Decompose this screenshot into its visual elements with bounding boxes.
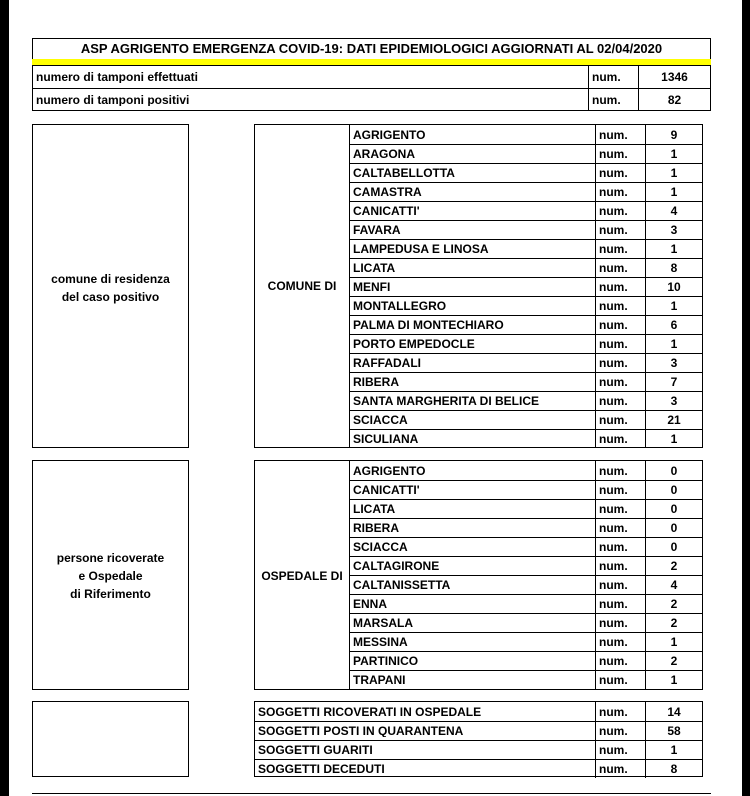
row-value: 0 [670,522,678,534]
table-row [350,163,702,182]
row-name: LAMPEDUSA E LINOSA [353,243,489,255]
row-unit: num. [599,706,628,718]
row-value: 1 [670,433,678,445]
row-unit: num. [599,395,628,407]
row-name: MENFI [353,281,391,293]
page-title: ASP AGRIGENTO EMERGENZA COVID-19: DATI EPIDEMIOLOGICI AGGIORNATI AL 02/04/2020 [80,42,663,55]
row-name: SANTA MARGHERITA DI BELICE [353,395,539,407]
bottom-divider [32,793,711,794]
table-row [350,651,702,670]
row-value: 9 [670,129,678,141]
row-name: ENNA [353,598,388,610]
row-value: 58 [667,725,681,737]
table-row [350,670,702,689]
row-name: CANICATTI' [353,205,420,217]
row-name: SCIACCA [353,541,408,553]
row-unit: num. [599,376,628,388]
row-unit: num. [599,262,628,274]
table-row [350,391,702,410]
table-row [350,518,702,537]
row-unit: num. [599,167,628,179]
row-unit: num. [599,205,628,217]
row-value: 10 [667,281,681,293]
row-name: SOGGETTI RICOVERATI IN OSPEDALE [258,706,482,718]
summary-unit: num. [592,71,621,83]
table-row [350,277,702,296]
row-name: RAFFADALI [353,357,421,369]
row-value: 0 [670,465,678,477]
residence-side-box [32,124,189,448]
row-name: AGRIGENTO [353,129,426,141]
table-row [255,721,702,740]
row-name: LICATA [353,262,396,274]
row-value: 8 [670,763,678,775]
table-row [350,258,702,277]
row-unit: num. [599,414,628,426]
table-row [350,410,702,429]
row-unit: num. [599,129,628,141]
row-name: CALTANISSETTA [353,579,451,591]
table-row [350,220,702,239]
row-unit: num. [599,338,628,350]
table-row [350,353,702,372]
row-value: 2 [670,617,678,629]
row-value: 0 [670,484,678,496]
row-value: 0 [670,541,678,553]
table-row [350,144,702,163]
row-unit: num. [599,224,628,236]
row-value: 3 [670,395,678,407]
row-unit: num. [599,579,628,591]
table-row [255,740,702,759]
table-row [350,315,702,334]
table-row [350,201,702,220]
row-name: SICULIANA [353,433,419,445]
row-value: 4 [670,579,678,591]
row-value: 8 [670,262,678,274]
summary-unit: num. [592,94,621,106]
table-row [350,480,702,499]
row-name: ARAGONA [353,148,415,160]
totals-empty-box [32,701,189,777]
summary-value: 82 [667,94,682,106]
row-unit: num. [599,148,628,160]
row-unit: num. [599,186,628,198]
row-name: SCIACCA [353,414,408,426]
hospital-side-label: persone ricoverate e Ospedale di Riferimento [56,551,165,601]
row-unit: num. [599,560,628,572]
hospital-group-label: OSPEDALE DI [261,570,343,582]
row-unit: num. [599,300,628,312]
row-name: TRAPANI [353,674,406,686]
row-name: MARSALA [353,617,413,629]
table-row [350,556,702,575]
table-row [350,537,702,556]
summary-label: numero di tamponi effettuati [36,71,198,83]
row-value: 1 [670,674,678,686]
row-unit: num. [599,636,628,648]
row-name: MESSINA [353,636,408,648]
summary-table [32,65,711,111]
row-name: CANICATTI' [353,484,420,496]
table-row [350,499,702,518]
row-unit: num. [599,243,628,255]
row-unit: num. [599,617,628,629]
row-unit: num. [599,522,628,534]
row-value: 7 [670,376,678,388]
row-unit: num. [599,655,628,667]
row-value: 1 [670,167,678,179]
table-row [350,239,702,258]
row-unit: num. [599,281,628,293]
table-row [255,702,702,721]
row-name: CALTABELLOTTA [353,167,455,179]
row-name: RIBERA [353,522,400,534]
table-row [350,613,702,632]
table-row [350,182,702,201]
row-value: 2 [670,598,678,610]
row-value: 3 [670,224,678,236]
row-value: 1 [670,300,678,312]
document-page [9,0,742,796]
row-name: PARTINICO [353,655,419,667]
row-value: 0 [670,503,678,515]
row-unit: num. [599,433,628,445]
row-value: 3 [670,357,678,369]
row-value: 4 [670,205,678,217]
row-unit: num. [599,503,628,515]
residence-side-label: comune di residenza del caso positivo [51,272,170,304]
table-row [350,296,702,315]
row-value: 1 [670,338,678,350]
title-box [32,38,711,60]
row-value: 14 [667,706,681,718]
row-name: SOGGETTI GUARITI [258,744,373,756]
row-name: SOGGETTI DECEDUTI [258,763,385,775]
row-name: AGRIGENTO [353,465,426,477]
row-value: 6 [670,319,678,331]
row-name: PALMA DI MONTECHIARO [353,319,504,331]
table-row [350,594,702,613]
residence-group-label: COMUNE DI [267,280,337,292]
residence-table [349,124,703,448]
row-value: 21 [667,414,681,426]
table-row [350,372,702,391]
row-value: 1 [670,148,678,160]
row-unit: num. [599,465,628,477]
row-unit: num. [599,744,628,756]
row-unit: num. [599,357,628,369]
summary-label: numero di tamponi positivi [36,94,190,106]
residence-group-box [254,124,350,448]
row-unit: num. [599,598,628,610]
table-row [255,759,702,778]
row-value: 2 [670,655,678,667]
table-row [350,575,702,594]
row-unit: num. [599,763,628,775]
row-value: 1 [670,636,678,648]
table-row [350,461,702,480]
table-row [350,334,702,353]
hospital-group-box [254,460,350,690]
row-name: RIBERA [353,376,400,388]
row-name: SOGGETTI POSTI IN QUARANTENA [258,725,464,737]
row-unit: num. [599,319,628,331]
table-row [350,429,702,448]
hospital-side-box [32,460,189,690]
row-name: LICATA [353,503,396,515]
row-unit: num. [599,725,628,737]
row-name: PORTO EMPEDOCLE [353,338,475,350]
table-row [350,125,702,144]
table-row [350,632,702,651]
row-unit: num. [599,674,628,686]
row-name: MONTALLEGRO [353,300,447,312]
hospital-table [349,460,703,690]
row-value: 1 [670,744,678,756]
row-unit: num. [599,541,628,553]
row-name: CAMASTRA [353,186,422,198]
row-value: 2 [670,560,678,572]
row-unit: num. [599,484,628,496]
row-name: CALTAGIRONE [353,560,440,572]
row-name: FAVARA [353,224,401,236]
row-value: 1 [670,243,678,255]
summary-value: 1346 [661,71,688,83]
totals-table [254,701,703,777]
row-value: 1 [670,186,678,198]
